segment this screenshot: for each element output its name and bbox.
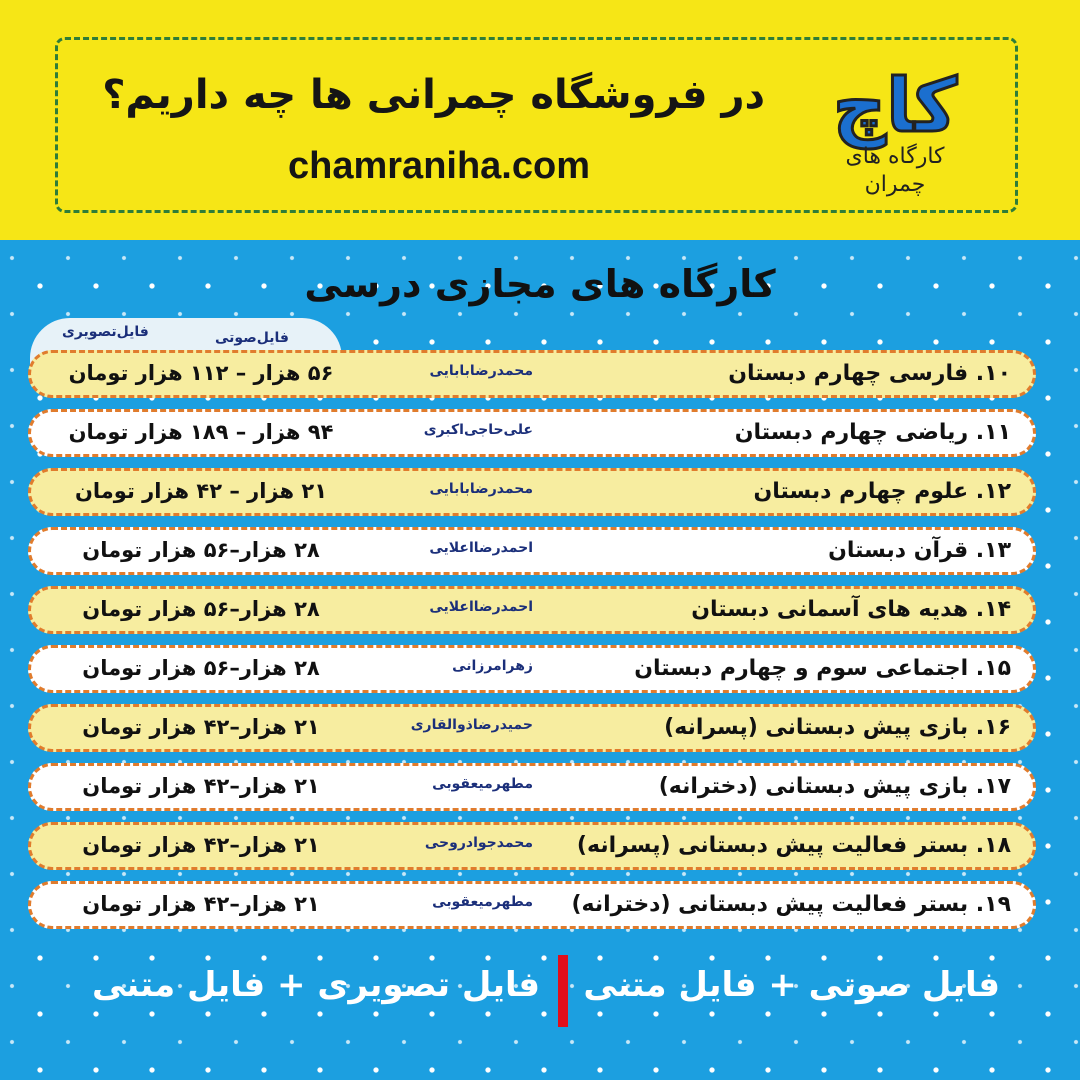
- course-price: ۲۸ هزار–۵۶ هزار تومان: [82, 656, 320, 680]
- course-price: ۲۱ هزار – ۴۲ هزار تومان: [74, 479, 328, 503]
- course-title: ۱۸. بستر فعالیت پیش دبستانی (پسرانه): [576, 833, 1011, 858]
- course-row: [28, 881, 1036, 929]
- course-teacher: علی‌حاجی‌اکبری: [423, 422, 533, 438]
- course-teacher: حمیدرضاذوالقاری: [410, 717, 533, 733]
- logo-mark: کاچ: [832, 63, 958, 149]
- course-title: ۱۴. هدیه های آسمانی دبستان: [691, 597, 1011, 622]
- course-row: [28, 645, 1036, 693]
- footer-divider: [558, 955, 568, 1027]
- course-title: ۱۶. بازی پیش دبستانی (پسرانه): [664, 715, 1011, 740]
- column-header-audio: فایل‌صوتی: [215, 330, 289, 346]
- course-title: ۱۱. ریاضی چهارم دبستان: [734, 420, 1011, 445]
- course-teacher: محمدرضابابایی: [429, 363, 533, 379]
- course-teacher: محمدجوادروحی: [424, 835, 533, 851]
- logo-line2: چمران: [864, 172, 926, 197]
- course-teacher: زهرامرزانی: [452, 658, 533, 674]
- course-title: ۱۳. قرآن دبستان: [828, 538, 1011, 563]
- course-title: ۱۲. علوم چهارم دبستان: [753, 479, 1011, 504]
- course-price: ۲۸ هزار–۵۶ هزار تومان: [82, 538, 320, 562]
- course-row: [28, 822, 1036, 870]
- course-title: ۱۹. بستر فعالیت پیش دبستانی (دخترانه): [571, 892, 1011, 917]
- course-teacher: محمدرضابابایی: [429, 481, 533, 497]
- course-price: ۲۱ هزار–۴۲ هزار تومان: [82, 892, 320, 916]
- course-row: [28, 409, 1036, 457]
- course-price: ۲۱ هزار–۴۲ هزار تومان: [82, 715, 320, 739]
- course-price: ۲۸ هزار–۵۶ هزار تومان: [82, 597, 320, 621]
- course-row: [28, 586, 1036, 634]
- course-price: ۵۶ هزار – ۱۱۲ هزار تومان: [68, 361, 334, 385]
- course-price: ۹۴ هزار – ۱۸۹ هزار تومان: [68, 420, 334, 444]
- course-teacher: احمدرضااعلایی: [429, 599, 533, 615]
- course-title: ۱۵. اجتماعی سوم و چهارم دبستان: [634, 656, 1011, 681]
- course-row: [28, 763, 1036, 811]
- headline: در فروشگاه چمرانی ها چه داریم؟: [102, 72, 765, 118]
- course-row: [28, 468, 1036, 516]
- course-price: ۲۱ هزار–۴۲ هزار تومان: [82, 833, 320, 857]
- course-row: [28, 350, 1036, 398]
- logo: [800, 43, 990, 203]
- course-teacher: مطهرمیعقوبی: [432, 776, 533, 792]
- footer-audio-text: فایل صوتی + فایل متنی: [583, 965, 1000, 1005]
- course-teacher: مطهرمیعقوبی: [432, 894, 533, 910]
- course-teacher: احمدرضااعلایی: [429, 540, 533, 556]
- section-title: کارگاه های مجازی درسی: [304, 262, 776, 306]
- column-header-image: فایل‌تصویری: [62, 324, 149, 340]
- course-title: ۱۰. فارسی چهارم دبستان: [728, 361, 1011, 386]
- course-row: [28, 527, 1036, 575]
- course-title: ۱۷. بازی پیش دبستانی (دخترانه): [658, 774, 1011, 799]
- footer-image-text: فایل تصویری + فایل متنی: [92, 965, 540, 1005]
- logo-line1: کارگاه های: [845, 144, 945, 169]
- course-row: [28, 704, 1036, 752]
- course-price: ۲۱ هزار–۴۲ هزار تومان: [82, 774, 320, 798]
- site-url[interactable]: chamraniha.com: [288, 145, 590, 187]
